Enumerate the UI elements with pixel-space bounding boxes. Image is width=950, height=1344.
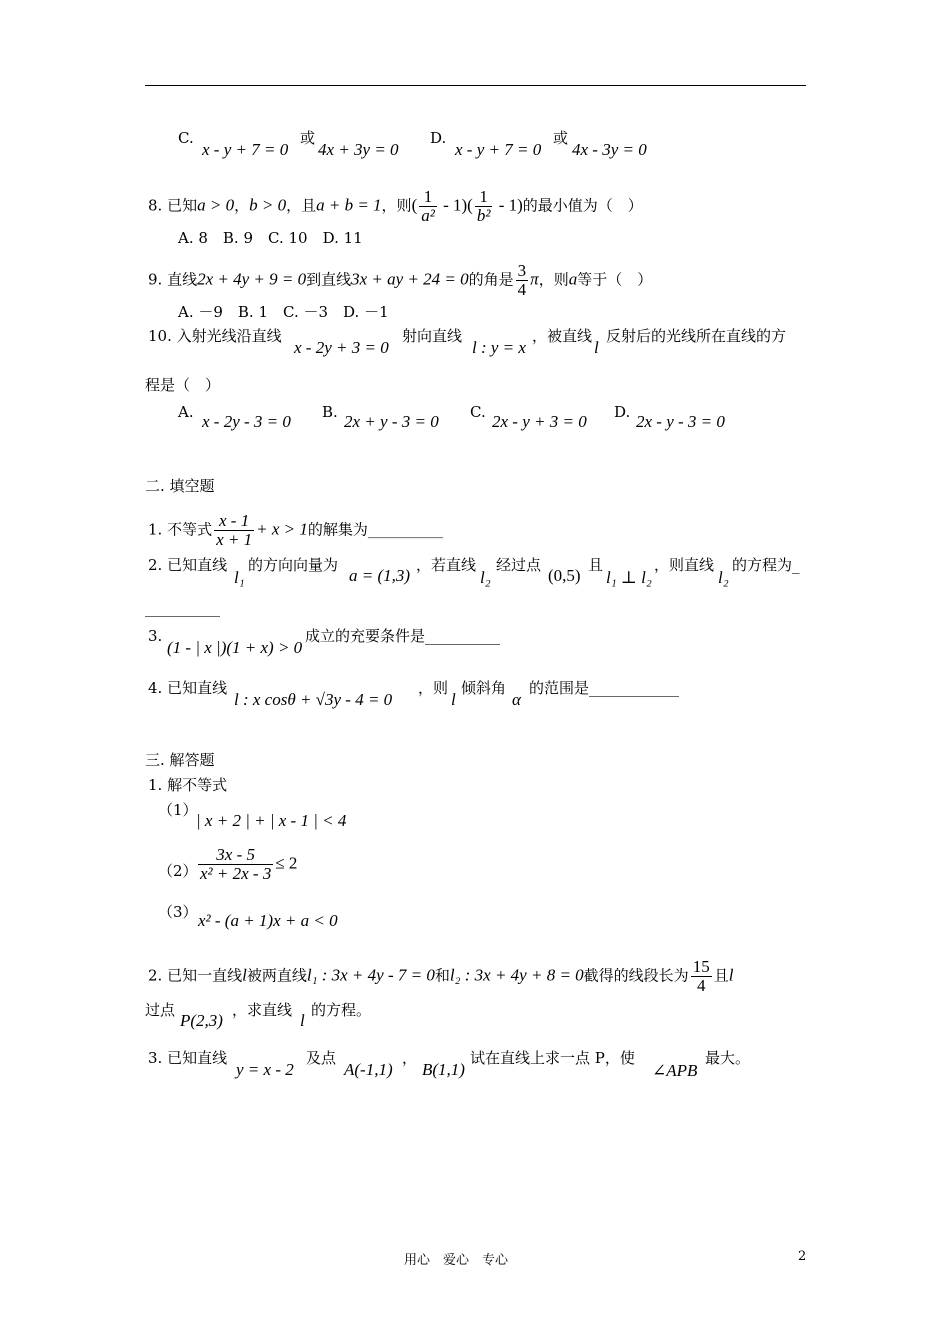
solve-2-l: l [300,1011,305,1030]
fill-2-l2b: l₂ [718,568,729,587]
q7-d-expr1: x - y + 7 = 0 [455,140,542,159]
q10-option-c-label: C. [470,403,486,421]
solve-3-and: 及点 [306,1049,337,1067]
question-9: 9. 直线2x + 4y + 9 = 0到直线3x + ay + 24 = 0的角是 $\frac{3}{4}$ π，则a等于（ ） [148,261,653,299]
solve-2-ask: ，求直线 [232,1001,293,1019]
page-number: 2 [798,1249,807,1264]
fill-4-tail: 的范围是____________ [529,679,680,697]
q10-option-a: x - 2y - 3 = 0 [202,412,291,431]
fill-2-then: ，则直线 [654,556,715,574]
q8-fraction-2: $\frac{1}{\text{b²}}$ [476,187,491,225]
solve-3-comma: ， [402,1049,418,1067]
fill-2-pass: 经过点 [496,556,542,574]
fill-2-vector: a = (1,3) [349,566,411,585]
fill-3-tail: 成立的充要条件是__________ [305,627,501,645]
fill-2-l1: l₁ [234,568,245,587]
fill-2-if: ，若直线 [416,556,477,574]
solve-2-fraction: $\frac{15}{4}$ [692,957,710,995]
solve-1-3-expr: x² - (a + 1)x + a < 0 [198,911,338,930]
q10-option-a-label: A. [178,403,194,421]
fill-1: 1. 不等式 $\frac{x - 1}{x + 1}$ + x > 1的解集为__________ [148,511,443,549]
q10-option-c: 2x - y + 3 = 0 [492,412,587,431]
fill-4-alpha: α [512,690,521,709]
q10-l: l [594,338,599,357]
header-rule [145,85,806,86]
fill-2-dir: 的方向向量为 [248,556,339,574]
fill-4-pre: 4. 已知直线 [148,679,228,697]
q7-c-expr2: 4x + 3y = 0 [318,140,399,159]
section-2-title: 二. 填空题 [145,477,215,495]
fill-4-expr: l : x cosθ + √3y - 4 = 0 [234,690,393,709]
solve-3-point-a: A(-1,1) [344,1060,393,1079]
fill-2-blank: __________ [145,599,220,617]
q8-options: A. 8 B. 9 C. 10 D. 11 [178,229,363,247]
fill-2-point: (0,5) [548,566,581,585]
solve-3-pre: 3. 已知直线 [148,1049,228,1067]
fill-4-l: l [451,690,456,709]
solve-1-2-label: （2） [158,862,198,880]
solve-3-tail: 最大。 [705,1049,751,1067]
q10-option-b: 2x + y - 3 = 0 [344,412,439,431]
fill-3-pre: 3. [148,627,163,645]
q10-to: 射向直线 [402,327,463,345]
question-8: 8. 已知a > 0，b > 0，且a + b = 1，则( $\frac{1}{\text{a²}}$ - 1)( $\frac{1}{\text{b²}}$ - 1)的最小值为（ ） [148,187,643,225]
solve-1-2-fraction: $\frac{3x - 5}{\text{x² + 2x - 3}}$ [200,845,272,883]
q10-option-d: 2x - y - 3 = 0 [636,412,725,431]
q7-d-expr2: 4x - 3y = 0 [572,140,647,159]
q7-c-expr1: x - y + 7 = 0 [202,140,289,159]
q10-line1: x - 2y + 3 = 0 [294,338,389,357]
fill-4-mid: 倾斜角 [461,679,507,697]
fill-4-then: ，则 [418,679,449,697]
q7-option-d: D. [430,129,447,147]
solve-3-line: y = x - 2 [236,1060,294,1079]
solve-3-angle: ∠APB [652,1061,698,1080]
q10-mid: ，被直线 [532,327,593,345]
question-10-line-2: 程是（ ） [145,376,221,394]
fill-2-tail: 的方程为_ [732,556,800,574]
question-10-line-1: 10. 入射光线沿直线 [148,327,282,345]
q10-option-d-label: D. [614,403,631,421]
q10-option-b-label: B. [322,403,338,421]
fill-2-pre: 2. 已知直线 [148,556,228,574]
footer-slogan: 用心 爱心 专心 [404,1253,509,1268]
section-3-title: 三. 解答题 [145,751,215,769]
q8-fraction-1: $\frac{1}{\text{a²}}$ [421,187,435,225]
fill-2-and: 且 [588,556,604,574]
q7-option-c: C. [178,129,194,147]
solve-2-point: P(2,3) [180,1011,223,1030]
solve-1-3-label: （3） [158,903,198,921]
q9-options: A. －9 B. 1 C. －3 D. －1 [178,303,389,321]
solve-2-tail: 的方程。 [311,1001,372,1019]
q10-tail: 反射后的光线所在直线的方 [606,327,787,345]
fill-3-expr: (1 - | x |)(1 + x) > 0 [167,638,303,657]
solve-2-line-1: 2. 已知一直线l被两直线l₁ : 3x + 4y - 7 = 0和l₂ : 3x + 4y + 8 = 0截得的线段长为 $\frac{15}{4}$ 且l [148,957,734,995]
q7-c-or: 或 [300,129,316,147]
fill-1-fraction: $\frac{x - 1}{x + 1}$ [216,511,253,549]
fill-2-perp: l₁ ⊥ l₂ [606,568,652,587]
solve-3-ask: 试在直线上求一点 P，使 [470,1049,635,1067]
solve-1: 1. 解不等式 [148,776,228,794]
fill-2-l2: l₂ [480,568,491,587]
q7-d-or: 或 [553,129,569,147]
solve-1-1-expr: | x + 2 | + | x - 1 | < 4 [196,811,347,830]
solve-2-line-2-pre: 过点 [145,1001,176,1019]
solve-1-1-label: （1） [158,801,198,819]
q9-fraction: $\frac{3}{4}$ [517,261,527,299]
solve-3-point-b: B(1,1) [422,1060,465,1079]
q10-line2: l : y = x [472,338,526,357]
solve-1-2-expr: $\frac{3x - 5}{\text{x² + 2x - 3}}$ ≤ 2 [200,845,298,883]
